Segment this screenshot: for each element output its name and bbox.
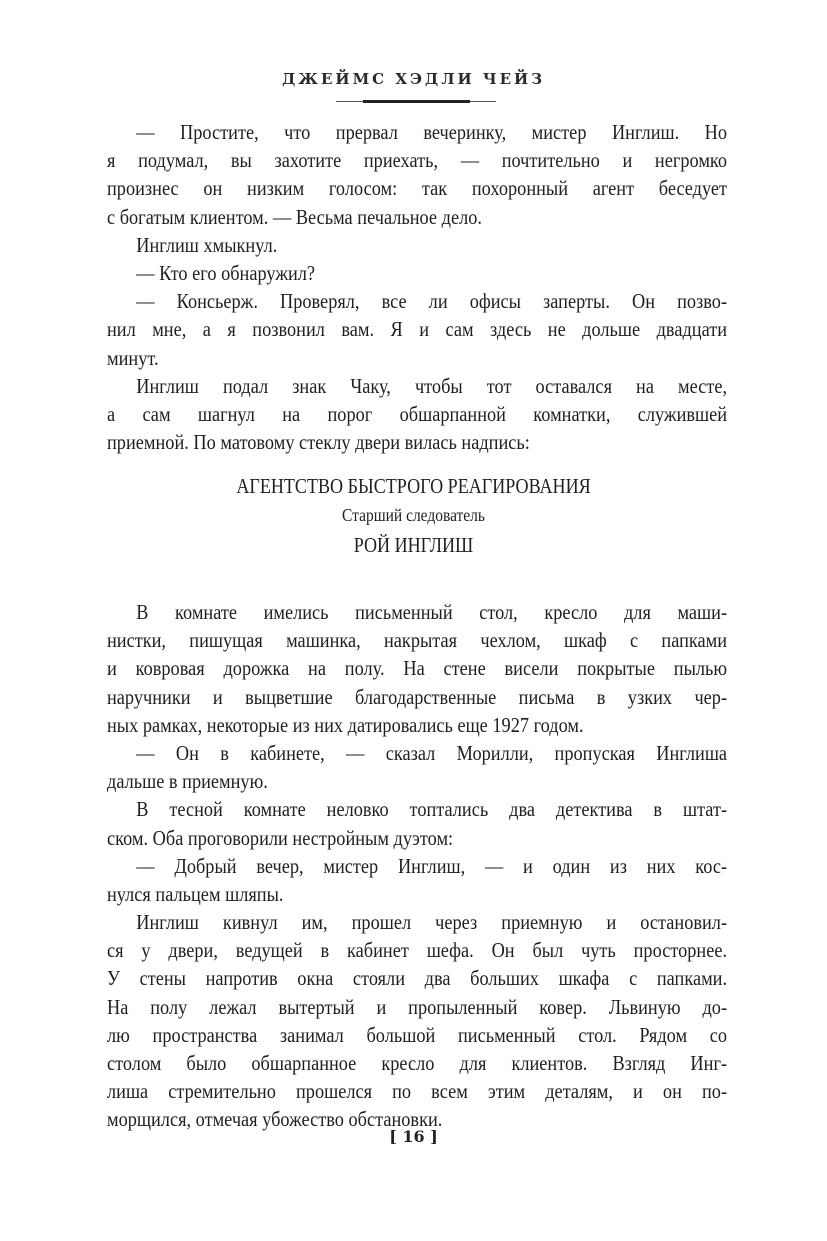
text-line: дальше в приемную. [107,769,268,794]
text-line: а сам шагнул на порог обшарпанной комнатки, служившей [107,401,728,426]
text-line: У стены напротив окна стояли два больших шкафа с папками. [107,966,728,991]
text-line: лиша стремительно прошелся по всем этим деталям, и он по- [107,1079,728,1104]
text-block-1 [107,118,728,456]
text-line: я подумал, вы захотите приехать, — почтительно и негромко [107,148,728,173]
text-line: и ковровая дорожка на полу. На стене висели покрытые пылью [107,656,728,681]
door-sign-position: Старший следователь [342,505,485,525]
text-line: приемной. По матовому стеклу двери вилась надпись: [107,430,530,455]
text-line: произнес он низким голосом: так похоронный агент беседует [107,176,728,201]
text-line: нулся пальцем шляпы. [107,881,284,906]
text-line: — Простите, что прервал вечеринку, мистер Инглиш. Но [136,120,728,144]
text-line: — Он в кабинете, — сказал Морилли, пропуская Инглиша [136,740,728,765]
text-line: — Добрый вечер, мистер Инглиш, — и один из них кос- [136,853,728,878]
text-line: столом было обшарпанное кресло для клиентов. Взгляд Инг- [107,1051,728,1075]
text-line: — Консьерж. Проверял, все ли офисы заперты. Он позво- [136,289,728,314]
door-sign-name: РОЙ ИНГЛИШ [353,533,474,557]
text-line: наручники и выцветшие благодарственные письма в узких чер- [107,684,728,709]
text-line: нистки, пишущая машинка, накрытая чехлом, шкаф с папками [107,628,728,653]
text-line: На полу лежал вытертый и пропыленный ковер. Львиную до- [107,994,728,1019]
text-line: Инглиш кивнул им, прошел через приемную и остановил- [136,910,728,935]
text-line: Инглиш хмыкнул. [136,232,278,257]
page-number: [ 16 ] [389,1127,438,1146]
header-rule-thick [363,100,470,103]
text-line: лю пространства занимал большой письменный стол. Рядом со [107,1022,728,1047]
text-line: ся у двери, ведущей в кабинет шефа. Он был чуть просторнее. [107,938,728,963]
text-line: минут. [107,345,159,370]
running-head: ДЖЕЙМС ХЭДЛИ ЧЕЙЗ [281,70,546,88]
text-line: В тесной комнате неловко топтались два детектива в штат- [136,797,728,822]
text-line: ных рамках, некоторые из них датировались еще 1927 годом. [107,712,584,737]
text-line: В комнате имелись письменный стол, кресло для маши- [136,600,728,624]
text-line: морщился, отмечая убожество обстановки. [107,1107,443,1132]
text-block-2 [107,598,728,1134]
text-line: нил мне, а я позвонил вам. Я и сам здесь не дольше двадцати [107,317,728,342]
text-line: ском. Оба проговорили нестройным дуэтом: [107,825,454,850]
text-line: с богатым клиентом. — Весьма печальное дело. [107,204,482,229]
door-sign-agency: АГЕНТСТВО БЫСТРОГО РЕАГИРОВАНИЯ [236,474,591,498]
text-line: Инглиш подал знак Чаку, чтобы тот оставался на месте, [136,373,728,398]
text-line: — Кто его обнаружил? [136,260,316,285]
